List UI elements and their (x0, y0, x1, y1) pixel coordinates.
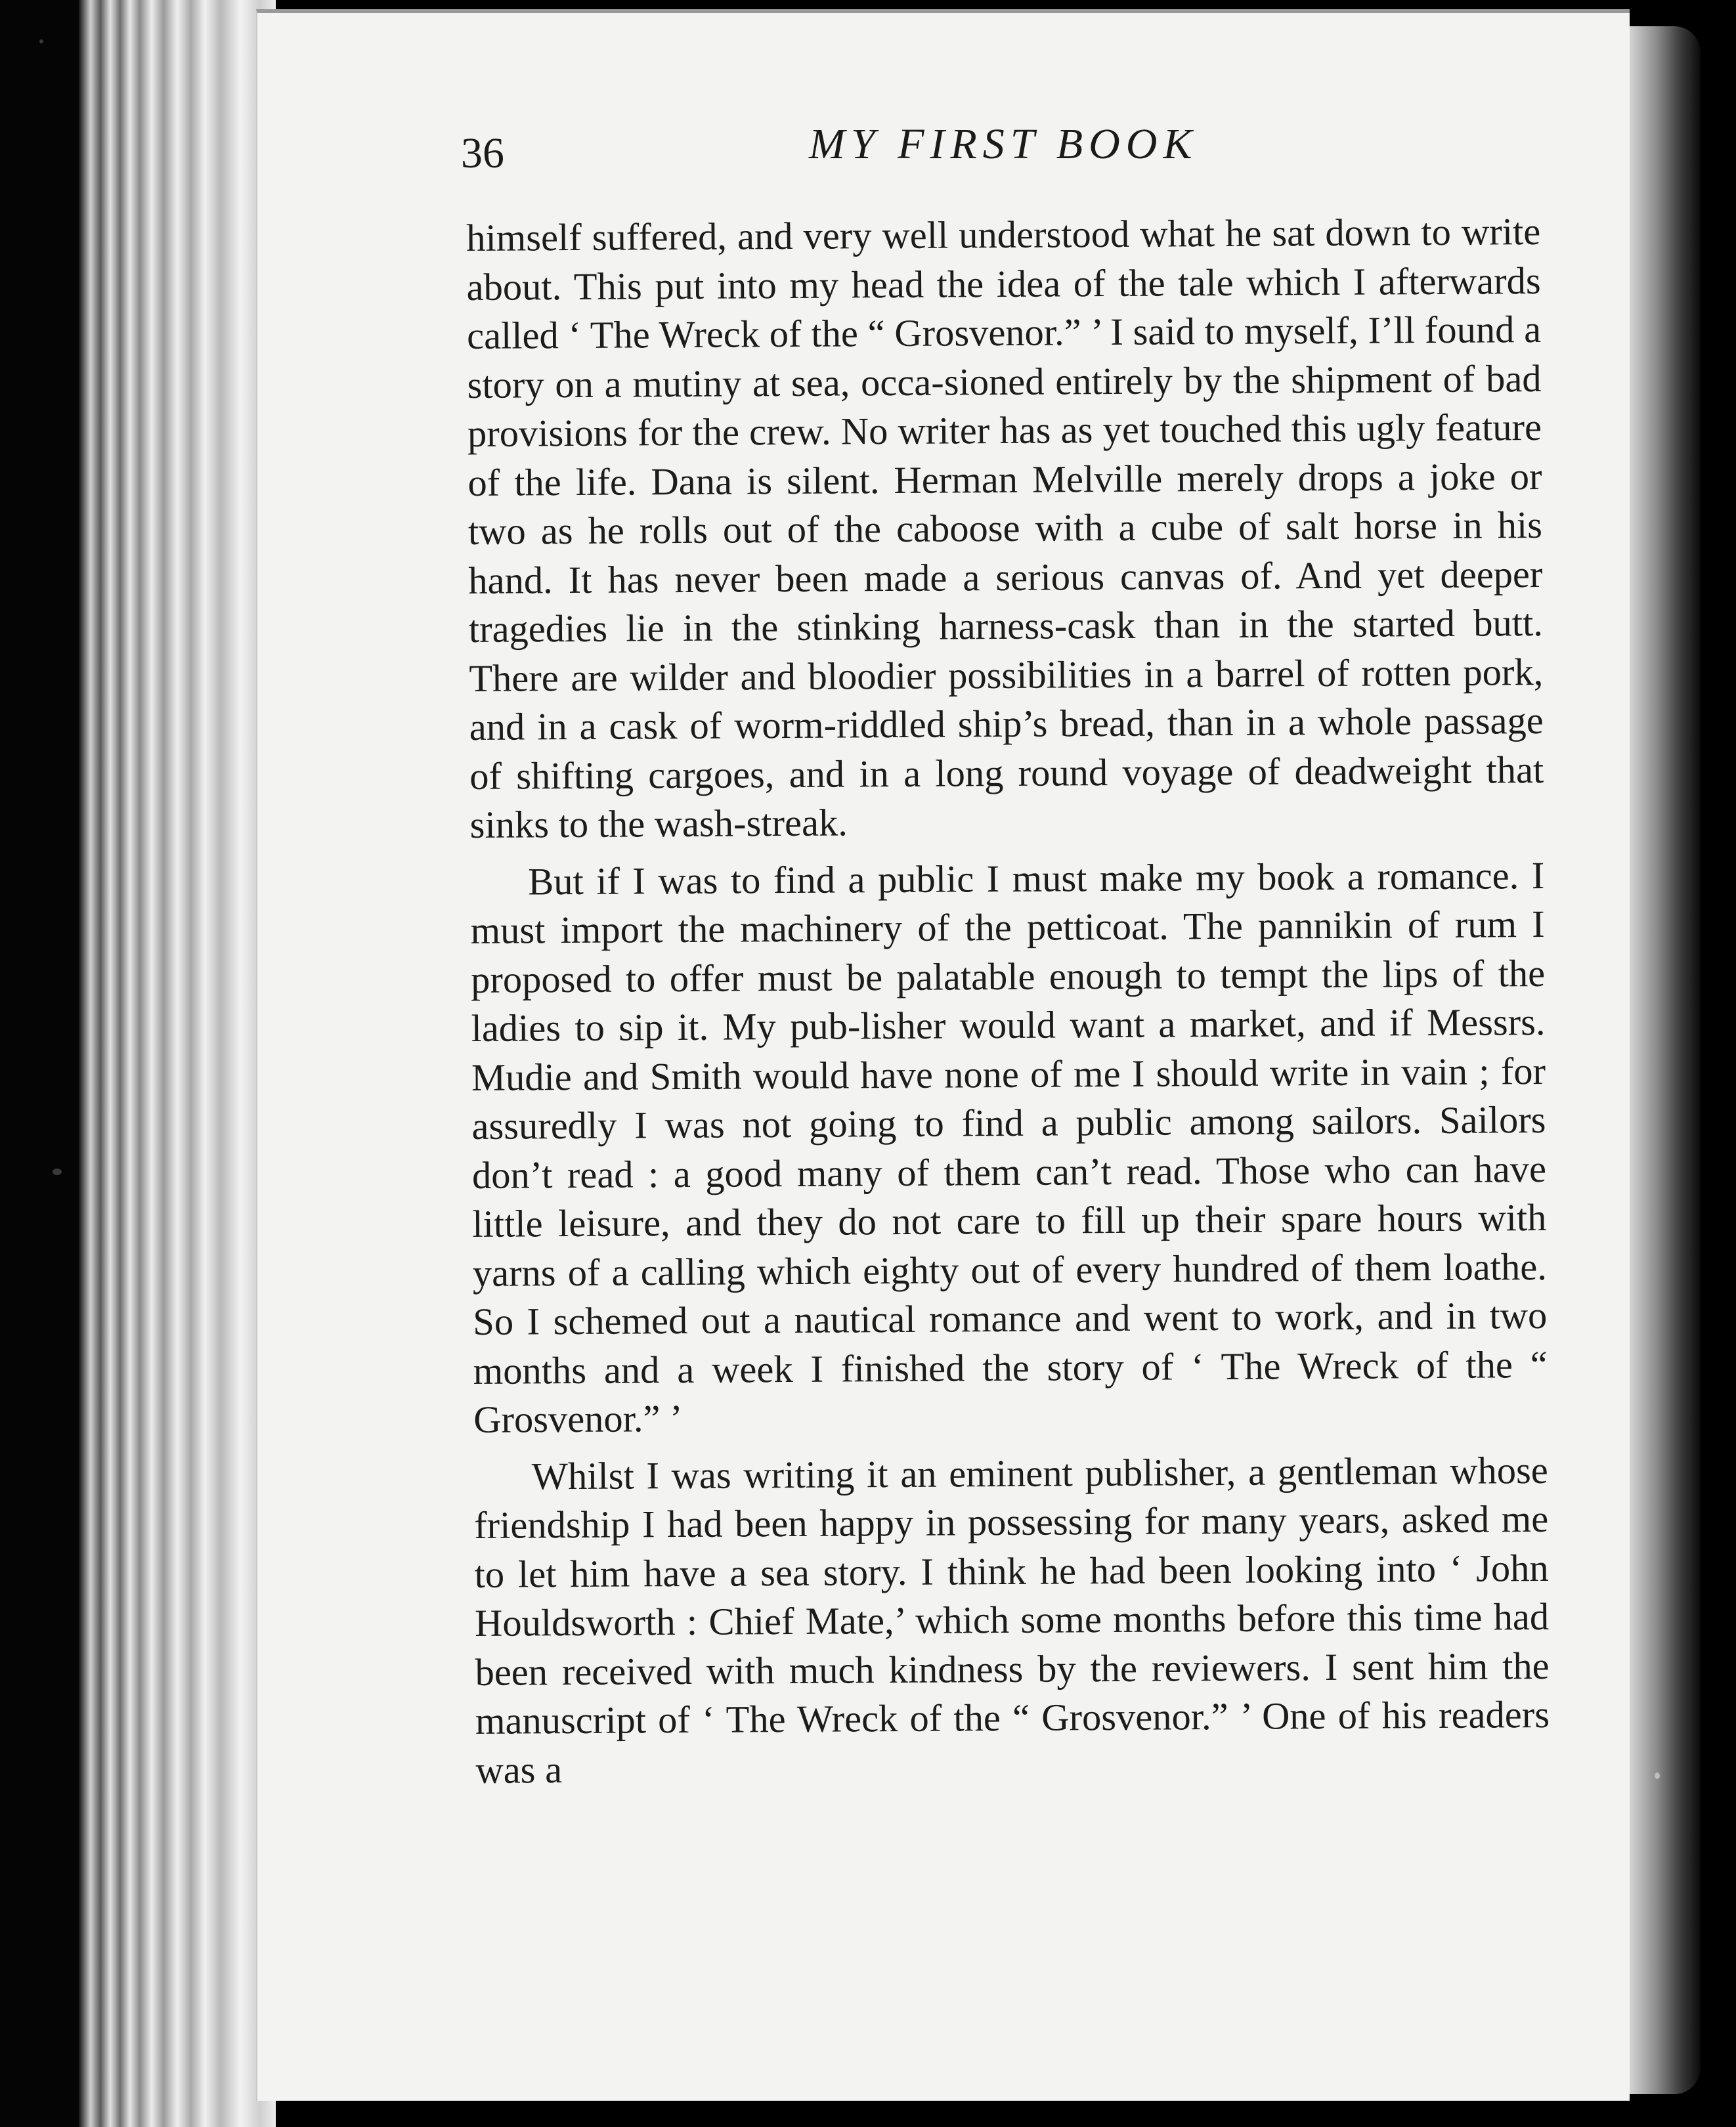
paragraph-1: himself suffered, and very well understood what he sat down to write about. This put into my head the idea of the tale which I afterwards called ‘ The Wreck of the “ Grosvenor.” ’ I said to myself, I’ll found a story on a mutiny at sea, occa-sioned entirely by the shipment of bad provisions for the crew. No writer has as yet touched this ugly feature of the life. Dana is silent. Herman Melville merely drops a joke or two as he rolls out of the caboose with a cube of salt horse in his hand. It has never been made a serious canvas of. And yet deeper tragedies lie in the stinking harness-cask than in the started butt. There are wilder and bloodier possibilities in a barrel of rotten pork, and in a cask of worm-riddled ship’s bread, than in a whole passage of shifting cargoes, and in a long round voyage of deadweight that sinks to the wash-streak. (466, 210, 1544, 846)
scan-speck (39, 39, 43, 43)
scan-speck (1655, 1772, 1660, 1779)
page-header (257, 120, 1630, 188)
paragraph-3: Whilst I was writing it an eminent publisher, a gentleman whose friendship I had been happy in possessing for many years, asked me to let him have a sea story. I think he had been looking into ‘ John Houldsworth : Chief Mate,’ which some months before this time had been received with much kindness by the reviewers. I sent him the manuscript of ‘ The Wreck of the “ Grosvenor.” ’ One of his readers was a (474, 1448, 1550, 1792)
page-number: 36 (461, 129, 504, 177)
binding-shadow (0, 0, 85, 2127)
book-page (256, 9, 1630, 2101)
paragraph-2: But if I was to find a public I must make my book a romance. I must import the machinery of the petticoat. The pannikin of rum I proposed to offer must be palatable enough to tempt the lips of the ladies to sip it. My pub-lisher would want a market, and if Messrs. Mudie and Smith would have none of me I should write in vain ; for assuredly I was not going to find a public among sailors. Sailors don’t read : a good many of them can’t read. Those who can have little leisure, and they do not care to fill up their spare hours with yarns of a calling which eighty out of every hundred of them loathe. So I schemed out a nautical romance and went to work, and in two months and a week I finished the story of ‘ The Wreck of the “ Grosvenor.” ’ (470, 853, 1548, 1441)
page-stack-binding (79, 0, 276, 2127)
running-head: MY FIRST BOOK (809, 120, 1198, 168)
body-text (466, 207, 1550, 1803)
scan-speck (53, 1169, 62, 1175)
